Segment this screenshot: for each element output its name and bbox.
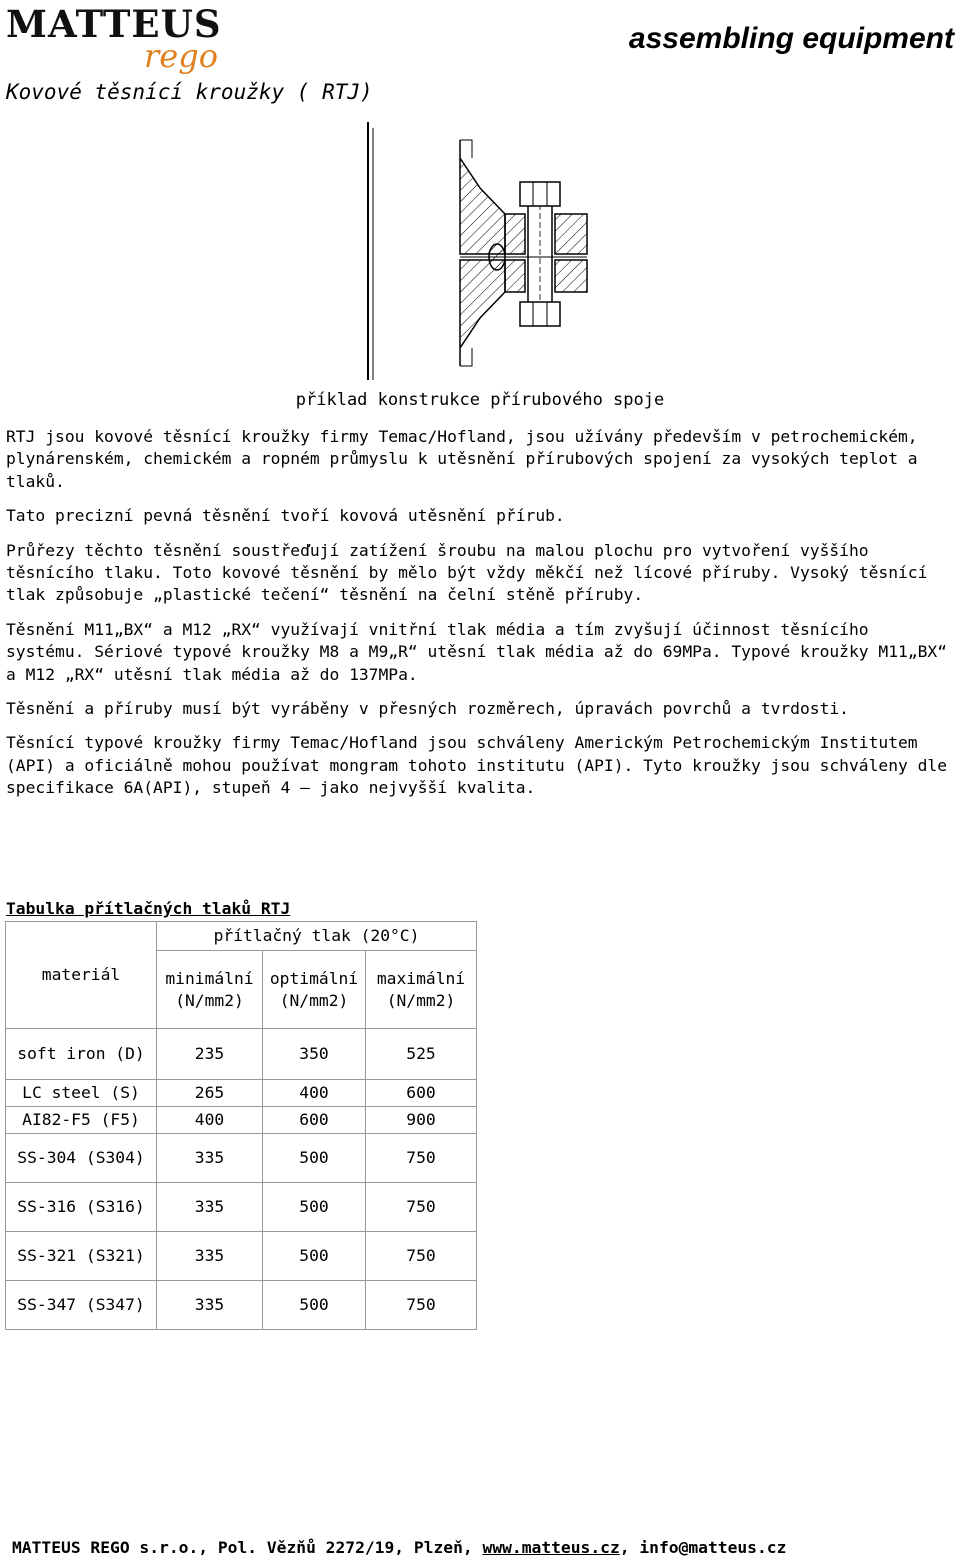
cell-material: SS-316 (S316) bbox=[6, 1183, 157, 1232]
cell-min: 265 bbox=[157, 1080, 263, 1107]
cell-min: 335 bbox=[157, 1281, 263, 1330]
footer-company: MATTEUS REGO s.r.o., Pol. Vězňů 2272/19, Plzeň, bbox=[12, 1538, 483, 1557]
body-text bbox=[6, 426, 956, 812]
paragraph: Těsnící typové kroužky firmy Temac/Hofland jsou schváleny Americkým Petrochemickým Institutem (API) a oficiálně mohou používat mongram tohoto institutu (API). Tyto kroužky jsou schváleny dle specifikace 6A(API), stupeň 4 – jako nejvyšší kvalita. bbox=[6, 733, 948, 798]
cell-material: soft iron (D) bbox=[6, 1029, 157, 1080]
paragraph: RTJ jsou kovové těsnící kroužky firmy Temac/Hofland, jsou užívány především v petrochemickém, plynárenském, chemickém a ropném průmyslu k utěsnění přírubových spojení za vysokých teplot a tlaků. bbox=[6, 427, 918, 491]
pressure-table bbox=[5, 921, 477, 1330]
document-title: Kovové těsnící kroužky ( RTJ) bbox=[6, 80, 373, 104]
cell-max: 750 bbox=[366, 1183, 477, 1232]
cell-opt: 500 bbox=[263, 1281, 366, 1330]
flange-drawing bbox=[340, 118, 620, 386]
header-max: maximální (N/mm2) bbox=[366, 951, 477, 1029]
cell-opt: 500 bbox=[263, 1134, 366, 1183]
cell-material: SS-321 (S321) bbox=[6, 1232, 157, 1281]
logo-wordmark: MATTEUS bbox=[6, 2, 222, 46]
table-row bbox=[6, 1080, 477, 1107]
cell-min: 335 bbox=[157, 1232, 263, 1281]
cell-opt: 400 bbox=[263, 1080, 366, 1107]
cell-max: 750 bbox=[366, 1134, 477, 1183]
cell-max: 525 bbox=[366, 1029, 477, 1080]
table-row bbox=[6, 1232, 477, 1281]
table-row bbox=[6, 1183, 477, 1232]
cell-max: 900 bbox=[366, 1107, 477, 1134]
cell-max: 750 bbox=[366, 1232, 477, 1281]
paragraph: Průřezy těchto těsnění soustřeďují zatížení šroubu na malou plochu pro vytvoření vyššího těsnícího tlaku. Toto kovové těsnění by mělo být vždy měkčí než lícové příruby. Vysoký těsnící tlak způsobuje „plastické tečení“ těsnění na čelní stěně příruby. bbox=[6, 540, 928, 605]
paragraph: Tato precizní pevná těsnění tvoří kovová utěsnění přírub. bbox=[6, 506, 565, 526]
cell-min: 400 bbox=[157, 1107, 263, 1134]
table-row bbox=[6, 1107, 477, 1134]
table-row bbox=[6, 1281, 477, 1330]
company-logo bbox=[6, 4, 258, 78]
table-row bbox=[6, 1134, 477, 1183]
cell-opt: 600 bbox=[263, 1107, 366, 1134]
cell-opt: 500 bbox=[263, 1232, 366, 1281]
figure-caption: příklad konstrukce přírubového spoje bbox=[295, 390, 665, 410]
cell-max: 750 bbox=[366, 1281, 477, 1330]
paragraph: Těsnění M11„BX“ a M12 „RX“ využívají vnitřní tlak média a tím zvyšují účinnost těsnícího systému. Sériové typové kroužky M8 a M9„R“ utěsní tlak média až do 69MPa. Typové kroužky M11„BX“ a M12 „RX“ utěsní tlak média až do 137MPa. bbox=[6, 619, 948, 684]
paragraph: Těsnění a příruby musí být vyráběny v přesných rozměrech, úpravách povrchů a tvrdosti. bbox=[6, 699, 849, 719]
table-title: Tabulka přítlačných tlaků RTJ bbox=[6, 899, 291, 918]
logo-subword: rego bbox=[144, 37, 218, 75]
cell-material: SS-304 (S304) bbox=[6, 1134, 157, 1183]
footer-web-link[interactable]: www.matteus.cz bbox=[482, 1538, 620, 1557]
cell-min: 335 bbox=[157, 1134, 263, 1183]
table-row bbox=[6, 1029, 477, 1080]
cell-opt: 500 bbox=[263, 1183, 366, 1232]
cell-min: 335 bbox=[157, 1183, 263, 1232]
footer-email[interactable]: info@matteus.cz bbox=[639, 1538, 787, 1557]
cell-material: LC steel (S) bbox=[6, 1080, 157, 1107]
cell-opt: 350 bbox=[263, 1029, 366, 1080]
cell-material: SS-347 (S347) bbox=[6, 1281, 157, 1330]
table-header-row bbox=[6, 922, 477, 951]
cell-max: 600 bbox=[366, 1080, 477, 1107]
header-tagline: assembling equipment bbox=[628, 22, 954, 55]
header-material: materiál bbox=[6, 922, 157, 1029]
header-group: přítlačný tlak (20°C) bbox=[157, 922, 477, 951]
footer-separator: , bbox=[619, 1538, 640, 1557]
footer bbox=[12, 1538, 786, 1557]
cell-material: AI82-F5 (F5) bbox=[6, 1107, 157, 1134]
cell-min: 235 bbox=[157, 1029, 263, 1080]
header-min: minimální (N/mm2) bbox=[157, 951, 263, 1029]
header-opt: optimální (N/mm2) bbox=[263, 951, 366, 1029]
